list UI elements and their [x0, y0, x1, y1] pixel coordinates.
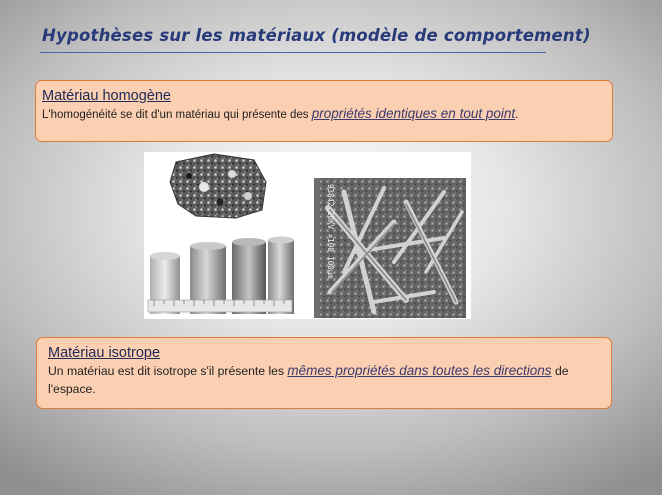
- material-photos: [144, 152, 471, 319]
- isotropic-text-end: de l'espace.: [48, 364, 569, 396]
- homogeneous-heading: Matériau homogène: [42, 88, 171, 104]
- isotropic-definition: [48, 362, 601, 398]
- isotropic-heading: Matériau isotrope: [48, 345, 161, 361]
- micrograph-scale-label: 93842 20KV ×100 100µm: [326, 184, 335, 279]
- isotropic-box: [36, 337, 612, 409]
- isotropic-emphasis: mêmes propriétés dans toutes les directions: [287, 363, 552, 378]
- fiber-micrograph-image: [314, 178, 466, 318]
- title-underline: [40, 52, 546, 53]
- concrete-cylinders-image: [148, 237, 294, 315]
- slide-title: Hypothèses sur les matériaux (modèle de comportement): [42, 26, 591, 45]
- homogeneous-text-start: L'homogénéité se dit d'un matériau qui présente des: [42, 109, 312, 121]
- homogeneous-definition: [42, 105, 606, 124]
- homogeneous-text-end: .: [515, 109, 519, 121]
- homogeneous-box: [35, 80, 613, 142]
- isotropic-text-start: Un matériau est dit isotrope s'il présente les: [48, 364, 288, 378]
- concrete-sample-image: [170, 154, 266, 218]
- homogeneous-emphasis: propriétés identiques en tout point: [311, 106, 516, 121]
